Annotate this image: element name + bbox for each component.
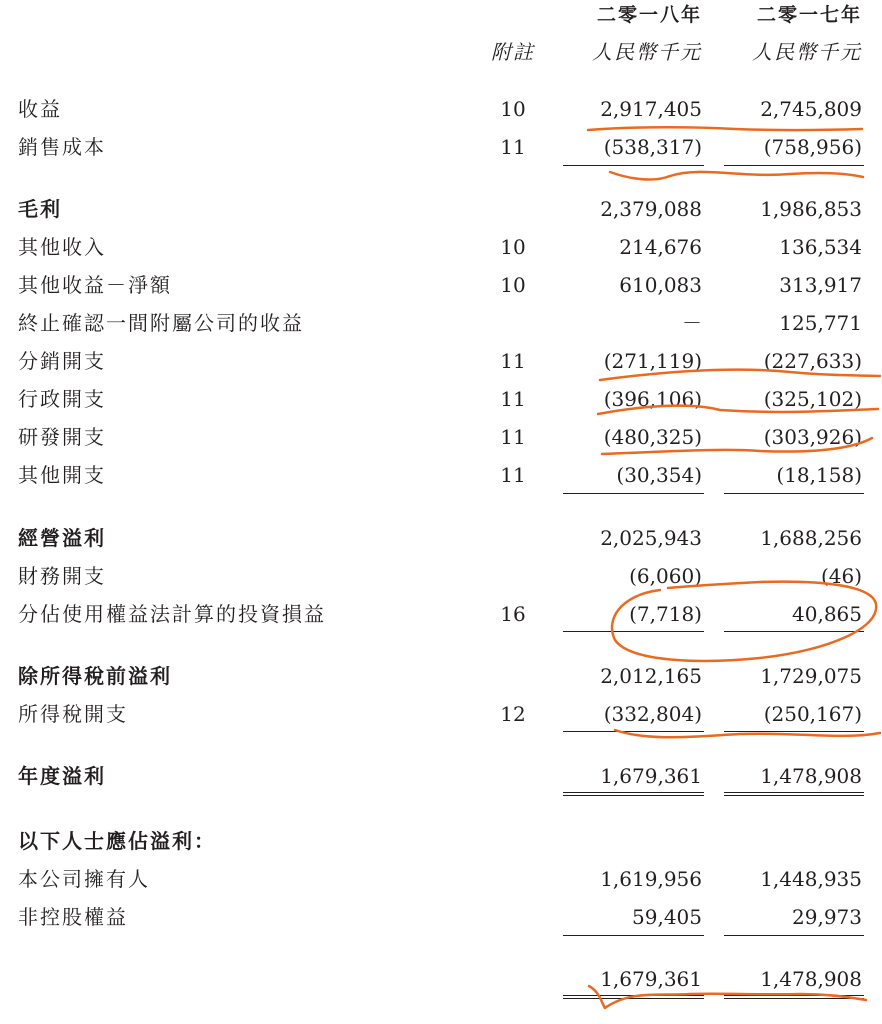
row-value-2018: (6,060) xyxy=(629,564,702,588)
row-value-2017: (227,633) xyxy=(763,349,862,373)
row-note: 11 xyxy=(500,387,526,411)
row-value-2018: (271,119) xyxy=(603,349,702,373)
row-label-distribution-expenses: 分銷開支 xyxy=(18,349,106,373)
row-value-2017: (18,158) xyxy=(776,463,862,487)
row-value-2017: 1,448,935 xyxy=(760,867,862,891)
annotation-underline-cost-of-sales xyxy=(610,172,863,180)
annotation-circle-equity-investments xyxy=(612,582,876,661)
row-value-2017: (303,926) xyxy=(763,425,862,449)
row-value-2017: (325,102) xyxy=(763,387,862,411)
row-value-2017: 2,745,809 xyxy=(760,97,862,121)
row-label-share-of-equity-investments: 分佔使用權益法計算的投資損益 xyxy=(18,602,326,626)
row-label-revenue: 收益 xyxy=(18,97,62,121)
unit-header-2018: 人民幣千元 xyxy=(592,40,702,64)
row-value-2017: 29,973 xyxy=(792,905,862,929)
annotation-underline-final-total xyxy=(589,986,866,1008)
row-label-operating-profit: 經營溢利 xyxy=(18,526,106,550)
row-value-2018: 59,405 xyxy=(632,905,702,929)
row-label-owners-of-company: 本公司擁有人 xyxy=(18,867,150,891)
row-note: 11 xyxy=(500,463,526,487)
row-value-2018: (332,804) xyxy=(603,702,702,726)
unit-header-2017: 人民幣千元 xyxy=(752,40,862,64)
row-value-2017: (758,956) xyxy=(763,135,862,159)
row-note: 10 xyxy=(500,273,526,297)
note-column-header: 附註 xyxy=(491,40,535,64)
row-label-cost-of-sales: 銷售成本 xyxy=(18,135,106,159)
row-value-2018: － xyxy=(682,311,702,335)
row-value-2018: 1,619,956 xyxy=(600,867,702,891)
row-label-income-tax-expense: 所得稅開支 xyxy=(18,702,128,726)
row-value-2017: 136,534 xyxy=(779,235,862,259)
row-value-2018: (7,718) xyxy=(629,602,702,626)
row-value-2017: 1,478,908 xyxy=(760,967,862,991)
row-value-2017: (250,167) xyxy=(763,702,862,726)
row-value-2018: (396,106) xyxy=(603,387,702,411)
row-label-other-expenses: 其他開支 xyxy=(18,463,106,487)
row-value-2018: (480,325) xyxy=(603,425,702,449)
row-value-2017: 1,986,853 xyxy=(760,197,862,221)
annotation-underline-income-tax xyxy=(615,730,880,737)
annotation-underline-revenue xyxy=(588,127,862,130)
annotation-underline-rnd xyxy=(602,438,872,454)
row-note: 16 xyxy=(500,602,526,626)
row-note: 12 xyxy=(500,702,526,726)
row-label-profit-for-year: 年度溢利 xyxy=(18,764,106,788)
row-label-administrative-expenses: 行政開支 xyxy=(18,387,106,411)
row-value-2018: 2,379,088 xyxy=(600,197,702,221)
row-label-gross-profit: 毛利 xyxy=(18,197,62,221)
column-header-2018: 二零一八年 xyxy=(596,4,702,26)
row-value-2018: 214,676 xyxy=(619,235,702,259)
row-label-non-controlling-interests: 非控股權益 xyxy=(18,905,128,929)
row-note: 10 xyxy=(500,235,526,259)
row-label-other-income: 其他收入 xyxy=(18,235,106,259)
row-note: 11 xyxy=(500,135,526,159)
row-label-rnd-expenses: 研發開支 xyxy=(18,425,106,449)
row-label-profit-before-tax: 除所得稅前溢利 xyxy=(18,664,172,688)
row-value-2017: 40,865 xyxy=(792,602,862,626)
row-value-2018: 2,917,405 xyxy=(600,97,702,121)
row-label-other-gains-net: 其他收益－淨額 xyxy=(18,273,172,297)
row-value-2018: 1,679,361 xyxy=(600,967,702,991)
row-value-2018: (538,317) xyxy=(603,135,702,159)
row-note: 11 xyxy=(500,349,526,373)
row-value-2017: (46) xyxy=(820,564,862,588)
row-label-derecognition-gain: 終止確認一間附屬公司的收益 xyxy=(18,311,304,335)
row-value-2017: 1,478,908 xyxy=(760,764,862,788)
annotation-underline-administrative xyxy=(598,406,878,414)
row-value-2017: 125,771 xyxy=(779,311,862,335)
row-value-2018: 2,025,943 xyxy=(600,526,702,550)
row-value-2018: (30,354) xyxy=(616,463,702,487)
row-value-2018: 610,083 xyxy=(619,273,702,297)
row-note: 10 xyxy=(500,97,526,121)
annotation-underline-distribution xyxy=(600,370,880,380)
row-label-profit-attributable-to: 以下人士應佔溢利： xyxy=(18,829,216,853)
row-value-2017: 1,729,075 xyxy=(760,664,862,688)
row-value-2017: 313,917 xyxy=(779,273,862,297)
row-value-2018: 2,012,165 xyxy=(600,664,702,688)
column-header-2017: 二零一七年 xyxy=(756,4,862,26)
row-note: 11 xyxy=(500,425,526,449)
row-value-2018: 1,679,361 xyxy=(600,764,702,788)
row-value-2017: 1,688,256 xyxy=(760,526,862,550)
row-label-finance-costs: 財務開支 xyxy=(18,564,106,588)
